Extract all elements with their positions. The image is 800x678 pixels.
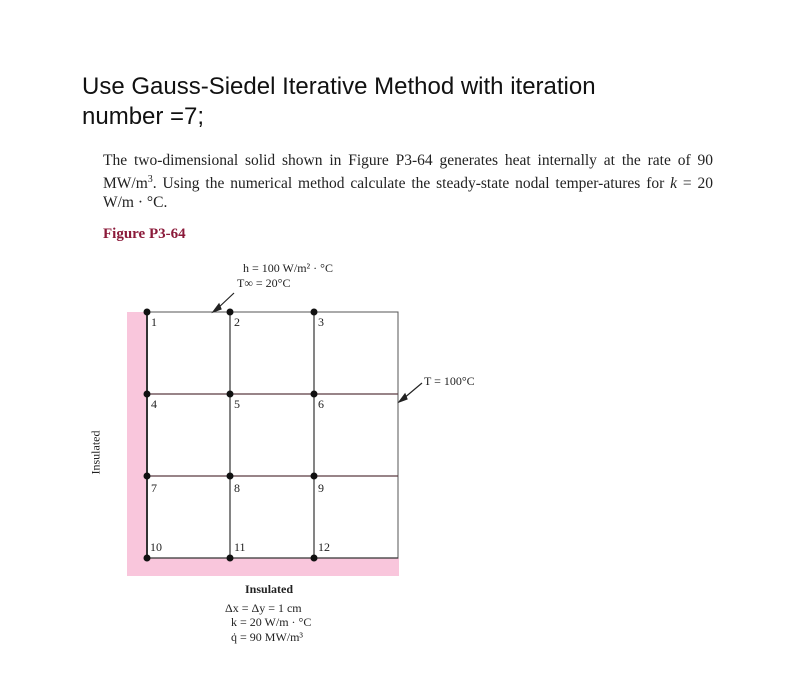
- figure-label: Figure P3-64: [103, 226, 186, 242]
- node-label-7: 7: [151, 481, 157, 495]
- convection-tinf-label: T∞ = 20°C: [237, 276, 291, 290]
- left-insulation: [127, 312, 147, 576]
- node-label-9: 9: [318, 481, 324, 495]
- node-label-5: 5: [234, 397, 240, 411]
- problem-sup: 3: [147, 174, 153, 185]
- heading-line-1: Use Gauss-Siedel Iterative Method with iteration: [82, 73, 596, 100]
- bottom-insulated-label: Insulated: [245, 582, 294, 596]
- node-label-1: 1: [151, 315, 157, 329]
- problem-text-a: The two-dimensional solid shown in Figure P3-64 generates heat internally at the rate of 90 MW/m: [103, 152, 713, 193]
- convection-h-label: h = 100 W/m² · °C: [243, 261, 333, 275]
- heat-generation-label: q̇ = 90 MW/m³: [231, 630, 304, 644]
- node-label-2: 2: [234, 315, 240, 329]
- node-label-10: 10: [150, 540, 162, 554]
- node-label-12: 12: [318, 540, 330, 554]
- solid-boundary: [147, 312, 398, 558]
- heading-line-2: number =7;: [82, 103, 205, 130]
- problem-k-symbol: k: [670, 175, 678, 193]
- node-label-8: 8: [234, 481, 240, 495]
- node-label-11: 11: [234, 540, 246, 554]
- problem-text-c: = 20 W/m · °C.: [103, 175, 713, 212]
- grid-spacing-label: Δx = Δy = 1 cm: [225, 601, 302, 615]
- right-temperature-label: T = 100°C: [424, 374, 475, 388]
- conductivity-label: k = 20 W/m · °C: [231, 615, 312, 629]
- node-label-3: 3: [318, 315, 324, 329]
- left-insulated-label: Insulated: [88, 430, 103, 475]
- problem-text-b: . Using the numerical method calculate the steady-state nodal temper-atures for: [152, 175, 671, 193]
- node-label-6: 6: [318, 397, 324, 411]
- bottom-insulation: [127, 558, 399, 576]
- node-label-4: 4: [151, 397, 157, 411]
